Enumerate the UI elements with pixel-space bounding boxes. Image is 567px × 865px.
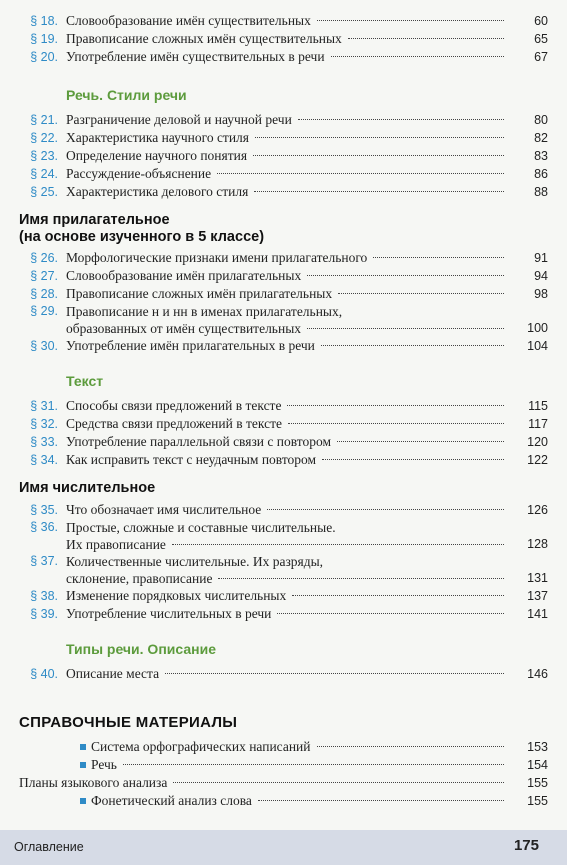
leader-dots bbox=[253, 155, 504, 156]
leader-dots bbox=[218, 578, 504, 579]
reference-item[interactable] bbox=[80, 738, 548, 756]
entry-title: Как исправить текст с неудачным повтором bbox=[66, 452, 317, 467]
entry-title: Изменение порядковых числительных bbox=[66, 588, 287, 603]
leader-dots bbox=[287, 405, 504, 406]
section-number: § 19. bbox=[30, 32, 58, 46]
entry-title: Планы языкового анализа bbox=[19, 775, 168, 790]
square-bullet-icon bbox=[80, 762, 86, 768]
page-number: 155 bbox=[527, 776, 548, 790]
leader-dots bbox=[217, 173, 504, 174]
leader-dots bbox=[267, 509, 504, 510]
entry-title: Употребление имён прилагательных в речи bbox=[66, 338, 315, 353]
toc-entry[interactable] bbox=[0, 337, 567, 355]
page-number: 60 bbox=[534, 14, 548, 28]
toc-group-adjective bbox=[0, 249, 567, 355]
toc-entry[interactable] bbox=[0, 147, 567, 165]
entry-title: Правописание сложных имён прилагательных bbox=[66, 286, 333, 301]
page-number: 65 bbox=[534, 32, 548, 46]
toc-group-description bbox=[0, 665, 567, 683]
page-number: 146 bbox=[527, 667, 548, 681]
leader-dots bbox=[348, 38, 504, 39]
leader-dots bbox=[292, 595, 504, 596]
page-number: 137 bbox=[527, 589, 548, 603]
leader-dots bbox=[277, 613, 504, 614]
entry-title: Разграничение деловой и научной речи bbox=[66, 112, 292, 127]
reference-item[interactable] bbox=[80, 792, 548, 810]
section-number: § 28. bbox=[30, 287, 58, 301]
entry-title: Рассуждение-объяснение bbox=[66, 166, 212, 181]
page-number: 98 bbox=[534, 287, 548, 301]
entry-title: Система орфографических написаний bbox=[91, 739, 311, 754]
section-number: § 38. bbox=[30, 589, 58, 603]
leader-dots bbox=[307, 328, 504, 329]
section-number: § 29. bbox=[30, 304, 58, 318]
subheading-text: Текст bbox=[66, 373, 104, 389]
subheading-speech-styles: Речь. Стили речи bbox=[66, 87, 187, 103]
entry-title-line1: Правописание н и нн в именах прилагательных, bbox=[66, 304, 343, 319]
toc-entry[interactable] bbox=[0, 587, 567, 605]
section-number: § 32. bbox=[30, 417, 58, 431]
leader-dots bbox=[337, 441, 504, 442]
page-number: 154 bbox=[527, 758, 548, 772]
leader-dots bbox=[165, 673, 504, 674]
entry-title: Определение научного понятия bbox=[66, 148, 248, 163]
page-number: 131 bbox=[527, 571, 548, 585]
heading-adjective-note: (на основе изученного в 5 классе) bbox=[19, 229, 265, 245]
leader-dots bbox=[331, 56, 504, 57]
page-number: 88 bbox=[534, 185, 548, 199]
entry-title: Речь bbox=[91, 757, 117, 772]
page-footer bbox=[0, 830, 567, 865]
entry-title: Средства связи предложений в тексте bbox=[66, 416, 282, 431]
section-number: § 31. bbox=[30, 399, 58, 413]
entry-title: Способы связи предложений в тексте bbox=[66, 398, 282, 413]
entry-title-line1: Простые, сложные и составные числительные. bbox=[66, 520, 336, 535]
toc-entry[interactable] bbox=[0, 553, 567, 587]
entry-title: Словообразование имён прилагательных bbox=[66, 268, 302, 283]
leader-dots bbox=[321, 345, 504, 346]
page-number: 141 bbox=[527, 607, 548, 621]
page-number: 100 bbox=[527, 321, 548, 335]
toc-group-numeral bbox=[0, 501, 567, 623]
page-number: 80 bbox=[534, 113, 548, 127]
section-number: § 35. bbox=[30, 503, 58, 517]
leader-dots bbox=[255, 137, 504, 138]
toc-entry[interactable] bbox=[0, 129, 567, 147]
entry-title-line2: Их правописание bbox=[66, 537, 166, 552]
page-number: 128 bbox=[527, 537, 548, 551]
toc-entry[interactable] bbox=[0, 48, 567, 66]
toc-entry[interactable] bbox=[0, 30, 567, 48]
section-number: § 21. bbox=[30, 113, 58, 127]
entry-title: Употребление параллельной связи с повтором bbox=[66, 434, 332, 449]
entry-title: Правописание сложных имён существительных bbox=[66, 31, 342, 46]
toc-entry[interactable] bbox=[0, 415, 567, 433]
leader-dots bbox=[172, 544, 504, 545]
subheading-speech-types: Типы речи. Описание bbox=[66, 641, 216, 657]
entry-title: Употребление числительных в речи bbox=[66, 606, 272, 621]
section-number: § 30. bbox=[30, 339, 58, 353]
toc-entry[interactable] bbox=[0, 519, 567, 553]
page-number: 120 bbox=[527, 435, 548, 449]
toc-entry[interactable] bbox=[0, 451, 567, 469]
toc-entry[interactable] bbox=[0, 285, 567, 303]
page-number: 82 bbox=[534, 131, 548, 145]
toc-entry[interactable] bbox=[0, 165, 567, 183]
entry-title: Описание места bbox=[66, 666, 160, 681]
reference-item[interactable] bbox=[80, 756, 548, 774]
page-number: 115 bbox=[528, 399, 548, 413]
footer-label: Оглавление bbox=[14, 840, 84, 854]
page-number: 83 bbox=[534, 149, 548, 163]
reference-item[interactable] bbox=[19, 774, 548, 792]
page-number: 104 bbox=[527, 339, 548, 353]
page-number: 94 bbox=[534, 269, 548, 283]
page-number: 91 bbox=[534, 251, 548, 265]
heading-numeral: Имя числительное bbox=[19, 480, 156, 496]
toc-entry[interactable] bbox=[0, 665, 567, 683]
toc-entry[interactable] bbox=[0, 183, 567, 201]
section-number: § 23. bbox=[30, 149, 58, 163]
toc-entry[interactable] bbox=[0, 433, 567, 451]
toc-entry[interactable] bbox=[0, 397, 567, 415]
toc-entry[interactable] bbox=[0, 249, 567, 267]
leader-dots bbox=[317, 20, 504, 21]
leader-dots bbox=[322, 459, 504, 460]
toc-group-nouns bbox=[0, 12, 567, 66]
entry-title: Словообразование имён существительных bbox=[66, 13, 311, 28]
section-number: § 26. bbox=[30, 251, 58, 265]
toc-entry[interactable] bbox=[0, 12, 567, 30]
square-bullet-icon bbox=[80, 744, 86, 750]
page-number: 122 bbox=[527, 453, 548, 467]
heading-reference-materials: СПРАВОЧНЫЕ МАТЕРИАЛЫ bbox=[19, 714, 238, 731]
leader-dots bbox=[123, 764, 504, 765]
page-number: 67 bbox=[534, 50, 548, 64]
page-number: 155 bbox=[527, 794, 548, 808]
page-number: 117 bbox=[528, 417, 548, 431]
section-number: § 20. bbox=[30, 50, 58, 64]
leader-dots bbox=[258, 800, 504, 801]
toc-entry[interactable] bbox=[0, 303, 567, 337]
section-number: § 39. bbox=[30, 607, 58, 621]
leader-dots bbox=[173, 782, 504, 783]
section-number: § 27. bbox=[30, 269, 58, 283]
section-number: § 18. bbox=[30, 14, 58, 28]
entry-title-line2: образованных от имён существительных bbox=[66, 321, 302, 336]
entry-title-line1: Количественные числительные. Их разряды, bbox=[66, 554, 324, 569]
entry-title: Что обозначает имя числительное bbox=[66, 502, 262, 517]
section-number: § 36. bbox=[30, 520, 58, 534]
section-number: § 40. bbox=[30, 667, 58, 681]
page-number: 153 bbox=[527, 740, 548, 754]
toc-entry[interactable] bbox=[0, 111, 567, 129]
entry-title: Фонетический анализ слова bbox=[91, 793, 252, 808]
section-number: § 33. bbox=[30, 435, 58, 449]
toc-entry[interactable] bbox=[0, 267, 567, 285]
leader-dots bbox=[288, 423, 504, 424]
entry-title: Характеристика научного стиля bbox=[66, 130, 250, 145]
section-number: § 22. bbox=[30, 131, 58, 145]
heading-adjective: Имя прилагательное bbox=[19, 212, 170, 228]
square-bullet-icon bbox=[80, 798, 86, 804]
toc-entry[interactable] bbox=[0, 605, 567, 623]
entry-title: Морфологические признаки имени прилагательного bbox=[66, 250, 368, 265]
leader-dots bbox=[317, 746, 504, 747]
entry-title: Характеристика делового стиля bbox=[66, 184, 249, 199]
toc-entry[interactable] bbox=[0, 501, 567, 519]
leader-dots bbox=[373, 257, 504, 258]
toc-group-speech bbox=[0, 111, 567, 201]
leader-dots bbox=[298, 119, 504, 120]
leader-dots bbox=[338, 293, 504, 294]
page-number: 86 bbox=[534, 167, 548, 181]
footer-page-number: 175 bbox=[513, 837, 539, 854]
toc-group-text bbox=[0, 397, 567, 469]
entry-title: Употребление имён существительных в речи bbox=[66, 49, 325, 64]
section-number: § 34. bbox=[30, 453, 58, 467]
section-number: § 25. bbox=[30, 185, 58, 199]
page-number: 126 bbox=[527, 503, 548, 517]
leader-dots bbox=[307, 275, 504, 276]
section-number: § 24. bbox=[30, 167, 58, 181]
leader-dots bbox=[254, 191, 504, 192]
entry-title-line2: склонение, правописание bbox=[66, 571, 213, 586]
section-number: § 37. bbox=[30, 554, 58, 568]
